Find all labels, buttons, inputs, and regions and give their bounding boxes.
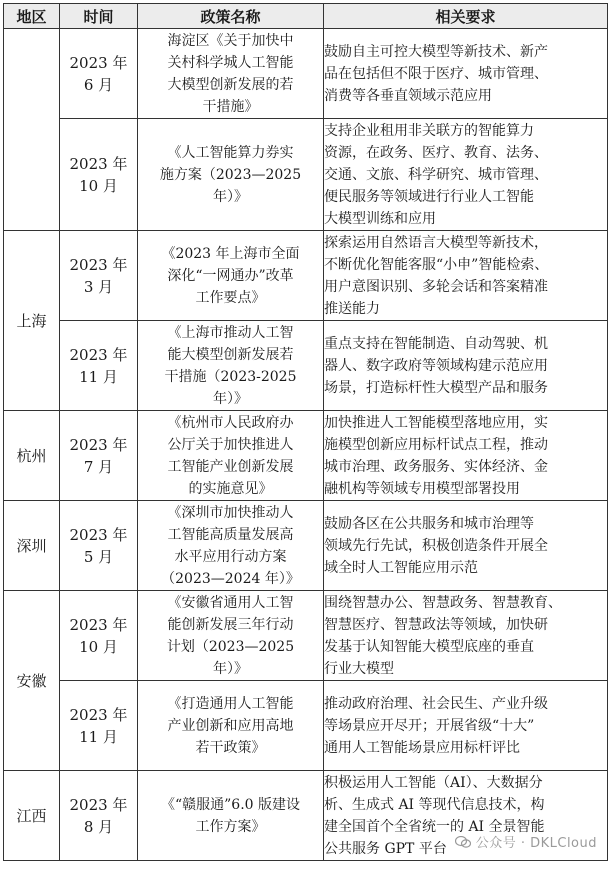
text-line: 公厅关于加快推进人	[167, 436, 294, 453]
text-line: 工作要点》	[195, 289, 266, 306]
text-line: 工智能产业创新发展	[167, 458, 294, 475]
text-line: 鼓励自主可控大模型等新技术、新产	[324, 43, 548, 60]
text-line: 域全时人工智能应用示范	[324, 559, 478, 576]
requirement-cell	[324, 591, 608, 681]
text-line: 《2023 年上海市全面	[161, 245, 300, 262]
time-cell	[60, 231, 138, 321]
text-line: 发基于认知智能大模型底座的垂直	[324, 638, 534, 655]
text-line: 11 月	[79, 727, 118, 746]
time-cell	[60, 411, 138, 501]
text-line: 水平应用行动方案	[174, 548, 287, 565]
text-line: 2023 年	[69, 525, 128, 544]
time-cell	[60, 681, 138, 771]
wechat-icon	[455, 836, 471, 848]
text-line: 2023 年	[69, 255, 128, 274]
header-req: 相关要求	[324, 4, 608, 29]
policy-name-cell	[138, 591, 324, 681]
text-line: 交通、文旅、科学研究、城市管理、	[324, 166, 548, 183]
text-line: 2023 年	[69, 53, 128, 72]
text-line: 通用人工智能场景应用标杆评比	[324, 739, 520, 756]
text-line: 便民服务等领域进行行业人工智能	[324, 188, 534, 205]
time-cell	[60, 501, 138, 591]
text-line: 工作方案》	[195, 818, 266, 835]
requirement-cell	[324, 411, 608, 501]
text-line: 施方案（2023—2025	[159, 166, 302, 183]
text-line: 干措施（2023-2025	[164, 368, 297, 385]
time-cell	[60, 771, 138, 861]
text-line: 能创新发展三年行动	[167, 616, 294, 633]
time-cell	[60, 119, 138, 231]
header-region: 地区	[4, 4, 60, 29]
text-line: 品在包括但不限于医疗、城市管理、	[324, 65, 548, 82]
policy-name-cell	[138, 29, 324, 119]
policy-name-cell	[138, 681, 324, 771]
text-line: 重点支持在智能制造、自动驾驶、机	[324, 335, 548, 352]
text-line: 年）》	[213, 660, 248, 677]
policy-name-cell	[138, 411, 324, 501]
region-cell	[4, 29, 60, 231]
time-cell	[60, 321, 138, 411]
text-line: 《深圳市加快推动人	[167, 504, 294, 521]
policy-name-cell	[138, 321, 324, 411]
text-line: （2023—2024 年）》	[161, 570, 300, 587]
text-line: 探索运用自然语言大模型等新技术，	[324, 234, 548, 251]
table-row	[4, 119, 608, 231]
text-line: 2023 年	[69, 435, 128, 454]
text-line: 城市治理、政务服务、实体经济、金	[324, 458, 548, 475]
text-line: 能大模型创新发展若	[167, 346, 294, 363]
text-line: 加快推进人工智能模型落地应用，实	[324, 414, 548, 431]
text-line: 施模型创新应用标杆试点工程，推动	[324, 436, 548, 453]
text-line: 海淀区《关于加快中	[167, 32, 294, 49]
text-line: 2023 年	[69, 615, 128, 634]
header-name: 政策名称	[138, 4, 324, 29]
policy-name-cell	[138, 501, 324, 591]
text-line: 产业创新和应用高地	[167, 717, 294, 734]
text-line: 大模型创新发展的若	[167, 76, 294, 93]
text-line: 《杭州市人民政府办	[167, 414, 294, 431]
text-line: 年）》	[213, 188, 248, 205]
text-line: 2023 年	[69, 705, 128, 724]
requirement-cell	[324, 119, 608, 231]
region-cell: 杭州	[4, 411, 60, 501]
text-line: 推动政府治理、社会民生、产业升级	[324, 695, 548, 712]
text-line: 行业大模型	[324, 660, 394, 677]
header-row	[4, 4, 608, 29]
text-line: 2023 年	[69, 795, 128, 814]
text-line: 《打造通用人工智能	[167, 695, 294, 712]
table-row	[4, 231, 608, 321]
text-line: 《“赣服通”6.0 版建设	[160, 796, 301, 813]
text-line: 《上海市推动人工智	[167, 324, 294, 341]
text-line: 领域先行先试，积极创造条件开展全	[324, 537, 548, 554]
text-line: 11 月	[79, 367, 118, 386]
header-time: 时间	[60, 4, 138, 29]
requirement-cell	[324, 29, 608, 119]
text-line: 若干政策》	[195, 739, 266, 756]
text-line: 场景，打造标杆性大模型产品和服务	[324, 379, 548, 396]
text-line: 的实施意见》	[188, 480, 273, 497]
policy-name-cell	[138, 771, 324, 861]
requirement-cell	[324, 321, 608, 411]
text-line: 工智能高质量发展高	[167, 526, 294, 543]
table-row	[4, 29, 608, 119]
requirement-cell	[324, 231, 608, 321]
text-line: 鼓励各区在公共服务和城市治理等	[324, 515, 534, 532]
text-line: 关村科学城人工智能	[167, 54, 294, 71]
text-line: 10 月	[79, 176, 118, 195]
text-line: 公共服务 GPT 平台	[324, 840, 447, 857]
text-line: 深化“一网通办”改革	[167, 267, 294, 284]
text-line: 资源，在政务、医疗、教育、法务、	[324, 144, 548, 161]
region-cell: 安徽	[4, 591, 60, 771]
text-line: 智慧医疗、智慧政法等领域，加快研	[324, 616, 548, 633]
time-cell	[60, 29, 138, 119]
text-line: 《安徽省通用人工智	[167, 594, 294, 611]
text-line: 等场景应开尽开；开展省级“十大”	[324, 717, 535, 734]
policy-table	[3, 3, 608, 861]
text-line: 2023 年	[69, 345, 128, 364]
text-line: 7 月	[83, 457, 114, 476]
region-cell: 上海	[4, 231, 60, 411]
region-cell: 深圳	[4, 501, 60, 591]
text-line: 《人工智能算力券实	[167, 144, 294, 161]
text-line: 干措施》	[202, 98, 259, 115]
table-row	[4, 321, 608, 411]
text-line: 融机构等领域专用模型部署投用	[324, 480, 520, 497]
text-line: 8 月	[83, 817, 114, 836]
requirement-cell	[324, 681, 608, 771]
time-cell	[60, 591, 138, 681]
text-line: 围绕智慧办公、智慧政务、智慧教育、	[324, 594, 562, 611]
table-row	[4, 501, 608, 591]
text-line: 10 月	[79, 637, 118, 656]
policy-name-cell	[138, 231, 324, 321]
text-line: 积极运用人工智能（AI）、大数据分	[324, 774, 543, 791]
text-line: 消费等各垂直领域示范应用	[324, 87, 492, 104]
text-line: 不断优化智能客服“小申”智能检索、	[324, 256, 549, 273]
policy-name-cell	[138, 119, 324, 231]
watermark	[455, 832, 597, 851]
text-line: 3 月	[83, 277, 114, 296]
table-row	[4, 411, 608, 501]
region-cell: 江西	[4, 771, 60, 861]
text-line: 用户意图识别、多轮会话和答案精准	[324, 278, 548, 295]
text-line: 建全国首个全省统一的 AI 全景智能	[324, 818, 545, 835]
text-line: 推送能力	[324, 300, 380, 317]
text-line: 器人、数字政府等领域构建示范应用	[324, 357, 548, 374]
table-row	[4, 681, 608, 771]
text-line: 大模型训练和应用	[324, 210, 436, 227]
text-line: 析、生成式 AI 等现代信息技术，构	[324, 796, 545, 813]
text-line: 年）》	[213, 390, 248, 407]
text-line: 计划（2023—2025	[166, 638, 295, 655]
watermark-text: 公众号 · DKLCloud	[475, 836, 597, 851]
text-line: 5 月	[83, 547, 114, 566]
text-line: 支持企业租用非关联方的智能算力	[324, 122, 534, 139]
requirement-cell	[324, 501, 608, 591]
text-line: 2023 年	[69, 154, 128, 173]
text-line: 6 月	[83, 75, 114, 94]
table-row	[4, 591, 608, 681]
